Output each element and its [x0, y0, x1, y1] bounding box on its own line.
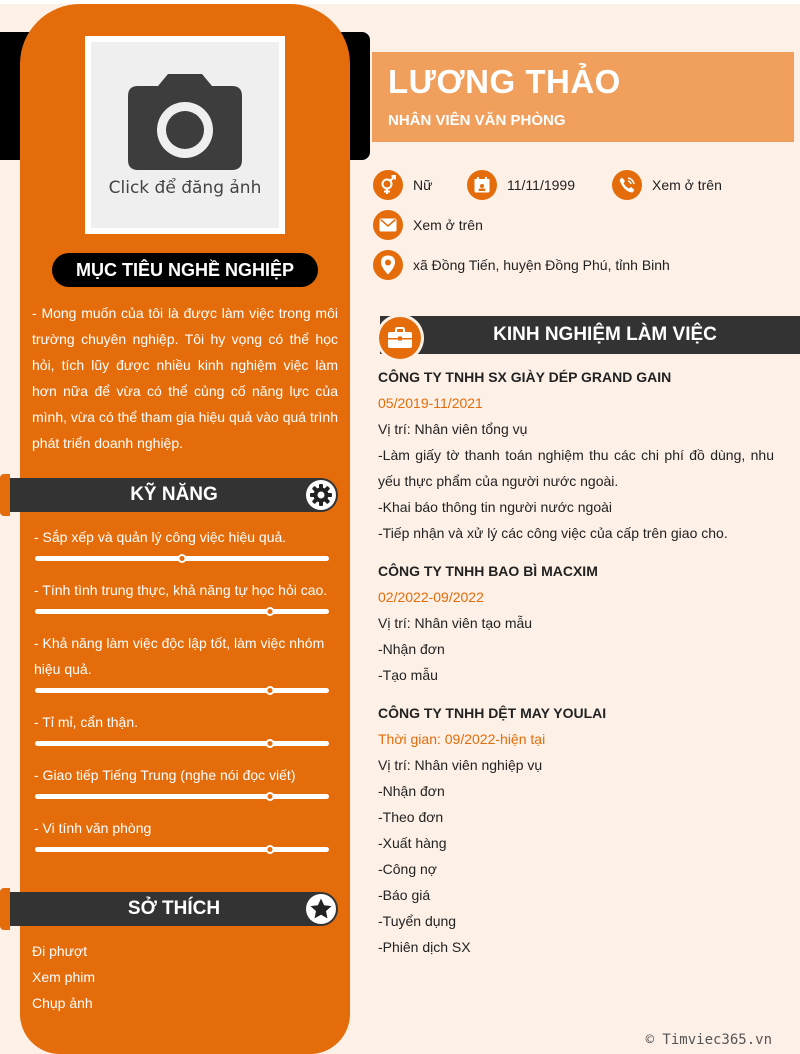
- job-company: CÔNG TY TNHH BAO BÌ MACXIM: [378, 563, 598, 579]
- objective-title: MỤC TIÊU NGHỀ NGHIỆP: [52, 253, 318, 287]
- contact-email: [373, 210, 483, 240]
- job-period: 05/2019-11/2021: [378, 395, 483, 411]
- job-line: -Xuất hàng: [378, 835, 447, 851]
- hobbies-list: [32, 938, 95, 1016]
- job-company: CÔNG TY TNHH SX GIÀY DÉP GRAND GAIN: [378, 369, 672, 385]
- job-line: -Tiếp nhận và xử lý các công việc của cấp trên giao cho.: [378, 525, 728, 541]
- skill-label: - Tính tình trung thực, khả năng tự học hỏi cao.: [34, 582, 328, 598]
- footer-brand: © Timviec365.vn: [645, 1032, 772, 1048]
- job-line: -Khai báo thông tin người nước ngoài: [378, 499, 613, 515]
- skill-label: - Khả năng làm việc độc lập tốt, làm việc nhóm hiệu quả.: [34, 635, 325, 677]
- job-entry: [378, 364, 774, 546]
- star-icon: [306, 894, 336, 924]
- skill-label: - Tỉ mỉ, cẩn thận.: [34, 714, 139, 730]
- skill-slider[interactable]: [35, 556, 329, 561]
- hobbies-title: SỞ THÍCH: [127, 898, 221, 919]
- address-value: xã Đồng Tiến, huyện Đồng Phú, tỉnh Binh: [413, 257, 670, 273]
- candidate-name: LƯƠNG THẢO: [388, 63, 621, 100]
- skill-item: [34, 815, 332, 852]
- skill-slider[interactable]: [35, 609, 329, 614]
- skill-label: - Giao tiếp Tiếng Trung (nghe nói đọc viết): [34, 767, 296, 783]
- skill-item: [34, 762, 332, 799]
- skills-title: KỸ NĂNG: [130, 484, 218, 505]
- skill-item: [34, 630, 332, 693]
- hobby-item: Chụp ảnh: [32, 995, 93, 1011]
- job-period: 02/2022-09/2022: [378, 589, 484, 605]
- mail-icon: [373, 210, 403, 240]
- contact-gender: [373, 170, 467, 200]
- skill-item: [34, 709, 332, 746]
- calendar-icon: [467, 170, 497, 200]
- left-column: [20, 4, 350, 1054]
- job-line: -Báo giá: [378, 887, 431, 903]
- job-line: -Nhận đơn: [378, 641, 445, 657]
- contact-row-1: [373, 170, 722, 200]
- skill-slider-knob[interactable]: [178, 554, 187, 563]
- gear-icon: [306, 480, 336, 510]
- skills-header-notch: [0, 474, 10, 516]
- job-line: -Công nợ: [378, 861, 437, 877]
- photo-upload-label[interactable]: Click để đăng ảnh: [108, 178, 262, 198]
- job-period: Thời gian: 09/2022-hiện tại: [378, 731, 546, 747]
- skill-slider[interactable]: [35, 794, 329, 799]
- job-line: Vị trí: Nhân viên tổng vụ: [378, 421, 528, 437]
- skill-item: [34, 524, 332, 561]
- photo-placeholder[interactable]: [91, 42, 279, 228]
- candidate-position: NHÂN VIÊN VĂN PHÒNG: [388, 112, 566, 129]
- skill-slider-knob[interactable]: [266, 607, 275, 616]
- hobby-item: Xem phim: [32, 969, 96, 985]
- briefcase-icon-wrap: [376, 314, 424, 362]
- name-banner: [372, 52, 794, 142]
- phone-value: Xem ở trên: [652, 177, 722, 193]
- job-line: -Theo đơn: [378, 809, 444, 825]
- objective-text: - Mong muốn của tôi là được làm việc trong môi trường chuyên nghiệp. Tôi hy vọng có thể học hỏi, tích lũy được nhiều kinh nghiệm việc làm hơn nữa để vừa có thể củng cố năng lực của mình, vừa có thể tham gia hiệu quả vào quá trình phát triển doanh nghiệp.: [32, 305, 338, 451]
- phone-icon: [612, 170, 642, 200]
- hobbies-header-notch: [0, 888, 10, 930]
- job-line: -Làm giấy tờ thanh toán nghiệm thu các chi phí đồ dùng, nhu yếu thực phẩm của người nước ngoài.: [378, 447, 774, 489]
- briefcase-icon: [379, 317, 421, 359]
- gender-value: Nữ: [413, 177, 433, 193]
- job-line: -Tuyển dụng: [378, 913, 457, 929]
- camera-icon: [128, 72, 242, 170]
- cv-page: [0, 4, 800, 1054]
- job-company: CÔNG TY TNHH DỆT MAY YOULAI: [378, 705, 607, 721]
- job-entry: [378, 558, 774, 688]
- skill-slider-knob[interactable]: [266, 792, 275, 801]
- hobbies-header: [10, 892, 338, 926]
- job-line: Vị trí: Nhân viên tạo mẫu: [378, 615, 533, 631]
- location-pin-icon: [373, 250, 403, 280]
- skill-slider-knob[interactable]: [266, 686, 275, 695]
- skill-item: [34, 577, 332, 614]
- job-line: -Nhận đơn: [378, 783, 445, 799]
- contact-birthday: [467, 170, 612, 200]
- skill-slider[interactable]: [35, 688, 329, 693]
- skill-slider-knob[interactable]: [266, 739, 275, 748]
- job-line: Vị trí: Nhân viên nghiệp vụ: [378, 757, 543, 773]
- photo-upload[interactable]: [85, 36, 285, 234]
- contact-phone: [612, 170, 722, 200]
- job-line: -Phiên dịch SX: [378, 939, 471, 955]
- job-line: -Tạo mẫu: [378, 667, 438, 683]
- skill-label: - Sắp xếp và quản lý công việc hiệu quả.: [34, 529, 287, 545]
- contact-address: [373, 250, 670, 280]
- gender-icon: [373, 170, 403, 200]
- experience-title: KINH NGHIỆM LÀM VIỆC: [493, 324, 717, 345]
- job-entry: [378, 700, 774, 960]
- skill-slider[interactable]: [35, 847, 329, 852]
- skill-slider[interactable]: [35, 741, 329, 746]
- skill-label: - Vi tính văn phòng: [34, 820, 152, 836]
- email-value: Xem ở trên: [413, 217, 483, 233]
- skill-slider-knob[interactable]: [266, 845, 275, 854]
- skills-header: [10, 478, 338, 512]
- experience-header: [380, 316, 800, 354]
- hobby-item: Đi phượt: [32, 943, 88, 959]
- birthday-value: 11/11/1999: [507, 177, 575, 193]
